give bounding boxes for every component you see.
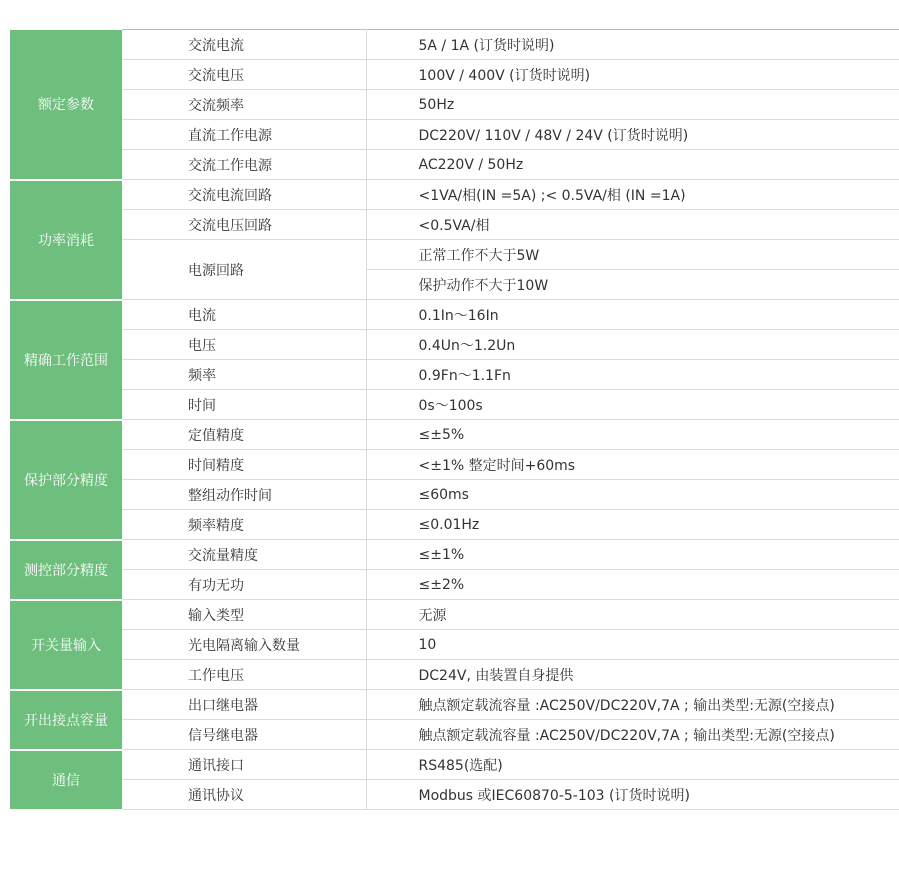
parameter-value-cell: <1VA/相(IN =5A) ;< 0.5VA/相 (IN =1A) <box>366 180 899 210</box>
table-row <box>10 120 899 150</box>
parameter-name-cell: 时间 <box>122 390 366 420</box>
category-cell: 额定参数 <box>10 30 122 180</box>
table-row <box>10 600 899 630</box>
parameter-name-cell: 有功无功 <box>122 570 366 600</box>
parameter-value-cell: 0.4Un～1.2Un <box>366 330 899 360</box>
table-row <box>10 660 899 690</box>
parameter-name-cell: 直流工作电源 <box>122 120 366 150</box>
table-row <box>10 720 899 750</box>
parameter-name-cell: 频率精度 <box>122 510 366 540</box>
table-row <box>10 420 899 450</box>
parameter-value-cell: 5A / 1A (订货时说明) <box>366 30 899 60</box>
parameter-value-cell: ≤±2% <box>366 570 899 600</box>
category-cell: 精确工作范围 <box>10 300 122 420</box>
parameter-value-cell: 50Hz <box>366 90 899 120</box>
category-cell: 测控部分精度 <box>10 540 122 600</box>
table-row <box>10 690 899 720</box>
category-cell: 保护部分精度 <box>10 420 122 540</box>
parameter-value-cell: 正常工作不大于5W <box>366 240 899 270</box>
table-row <box>10 780 899 810</box>
parameter-name-cell: 交流工作电源 <box>122 150 366 180</box>
parameter-name-cell: 电流 <box>122 300 366 330</box>
parameter-value-cell: ≤60ms <box>366 480 899 510</box>
parameter-name-cell: 整组动作时间 <box>122 480 366 510</box>
parameter-value-cell: 触点额定载流容量 :AC250V/DC220V,7A ; 输出类型:无源(空接点) <box>366 720 899 750</box>
parameter-value-cell: 保护动作不大于10W <box>366 270 899 300</box>
table-row <box>10 570 899 600</box>
category-cell: 通信 <box>10 750 122 810</box>
parameter-value-cell: <0.5VA/相 <box>366 210 899 240</box>
parameter-value-cell: Modbus 或IEC60870-5-103 (订货时说明) <box>366 780 899 810</box>
parameter-value-cell: DC220V/ 110V / 48V / 24V (订货时说明) <box>366 120 899 150</box>
parameter-value-cell: AC220V / 50Hz <box>366 150 899 180</box>
parameter-name-cell: 光电隔离输入数量 <box>122 630 366 660</box>
table-row <box>10 330 899 360</box>
parameter-name-cell: 工作电压 <box>122 660 366 690</box>
parameter-name-cell: 通讯接口 <box>122 750 366 780</box>
table-row <box>10 510 899 540</box>
parameter-value-cell: 100V / 400V (订货时说明) <box>366 60 899 90</box>
parameter-name-cell: 频率 <box>122 360 366 390</box>
table-row <box>10 540 899 570</box>
category-cell: 开出接点容量 <box>10 690 122 750</box>
parameter-value-cell: ≤±5% <box>366 420 899 450</box>
table-row <box>10 630 899 660</box>
parameter-name-cell: 电压 <box>122 330 366 360</box>
parameter-value-cell: DC24V, 由装置自身提供 <box>366 660 899 690</box>
table-row <box>10 300 899 330</box>
parameter-value-cell: ≤±1% <box>366 540 899 570</box>
table-row <box>10 30 899 60</box>
parameter-name-cell: 交流电流 <box>122 30 366 60</box>
parameter-name-cell: 输入类型 <box>122 600 366 630</box>
parameter-value-cell: 触点额定载流容量 :AC250V/DC220V,7A ; 输出类型:无源(空接点) <box>366 690 899 720</box>
parameter-name-cell: 信号继电器 <box>122 720 366 750</box>
table-row <box>10 360 899 390</box>
category-cell: 开关量输入 <box>10 600 122 690</box>
parameter-value-cell: 0.1In～16In <box>366 300 899 330</box>
table-row <box>10 150 899 180</box>
parameter-name-cell: 交流频率 <box>122 90 366 120</box>
parameter-name-cell: 出口继电器 <box>122 690 366 720</box>
parameter-name-cell: 电源回路 <box>122 240 366 300</box>
parameter-name-cell: 交流电流回路 <box>122 180 366 210</box>
parameter-value-cell: <±1% 整定时间+60ms <box>366 450 899 480</box>
table-row <box>10 210 899 240</box>
parameter-value-cell: RS485(选配) <box>366 750 899 780</box>
parameter-value-cell: 无源 <box>366 600 899 630</box>
table-row <box>10 180 899 210</box>
parameter-name-cell: 交流电压 <box>122 60 366 90</box>
parameter-value-cell: 10 <box>366 630 899 660</box>
parameter-name-cell: 通讯协议 <box>122 780 366 810</box>
table-row <box>10 240 899 270</box>
parameter-value-cell: 0.9Fn～1.1Fn <box>366 360 899 390</box>
parameter-value-cell: ≤0.01Hz <box>366 510 899 540</box>
table-row <box>10 450 899 480</box>
table-row <box>10 60 899 90</box>
category-cell: 功率消耗 <box>10 180 122 300</box>
table-row <box>10 390 899 420</box>
table-row <box>10 750 899 780</box>
parameter-name-cell: 时间精度 <box>122 450 366 480</box>
parameter-value-cell: 0s～100s <box>366 390 899 420</box>
table-row <box>10 480 899 510</box>
parameter-name-cell: 定值精度 <box>122 420 366 450</box>
spec-table <box>10 29 899 811</box>
parameter-name-cell: 交流电压回路 <box>122 210 366 240</box>
parameter-name-cell: 交流量精度 <box>122 540 366 570</box>
spec-table-body <box>10 30 899 810</box>
table-row <box>10 90 899 120</box>
